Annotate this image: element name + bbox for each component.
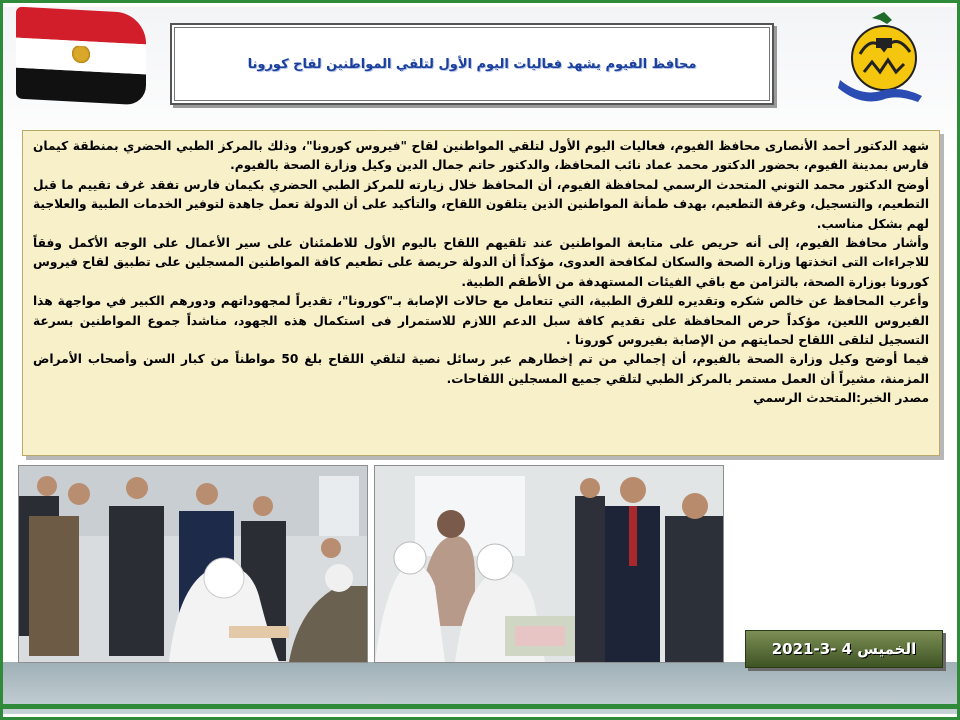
article-paragraph: وأعرب المحافظ عن خالص شكره وتقديره للفرق الطبية، التي تتعامل مع حالات الإصابة بـ"كورونا"، تقديراً لمجهوداتهم ودورهم الكبير في مواجهة هذا الفيروس اللعين، مؤكداً حرص المحافظة على تقديم كافة سبل الدعم اللازم للاستمرار فى استكمال هذه الجهود، مناشداً جموع المواطنين بسرعة التسجيل لتلقى اللقاح لحمايتهم من الإصابة بفيروس كورونا . xyxy=(33,294,929,348)
photo-governor-vaccination-visit-2 xyxy=(374,465,724,663)
egypt-flag-icon xyxy=(16,7,146,106)
article-paragraph: شهد الدكتور أحمد الأنصارى محافظ الفيوم، فعاليات اليوم الأول لتلقي المواطنين لقاح "فيروس كورونا"، وذلك بالمركز الطبي الحضري بمنطقة كيمان فارس بمدينة الفيوم، بحضور الدكتور محمد عماد نائب المحافظ، والدكتور حاتم جمال الدين وكيل وزارة الصحة بالفيوم. xyxy=(33,139,929,173)
photo-governor-vaccination-visit-1 xyxy=(18,465,368,663)
article-paragraph: وأشار محافظ الفيوم، إلى أنه حريص على متابعة المواطنين عند تلقيهم اللقاح باليوم الأول للاطمئنان على سير الأعمال على الوجه الأكمل وفقاً للاجراءات التى اتخذتها وزارة الصحة والسكان لمكافحة العدوى، مؤكداً أن الدولة حريصة على تطعيم كافة المواطنين المسجلين على تطبيق لقاح فيروس كورونا بوزارة الصحة، بالتزامن مع باقي الفيئات المستهدفة من الأطقم الطبية. xyxy=(33,236,929,289)
top-edge xyxy=(3,3,957,7)
fayoum-governorate-logo-icon xyxy=(832,10,932,105)
headline-box xyxy=(170,23,774,105)
article-body xyxy=(22,130,940,456)
article-paragraph: فيما أوضح وكيل وزارة الصحة بالفيوم، أن إجمالي من تم إخطارهم عبر رسائل نصية لتلقي اللقاح بلغ 50 مواطناً من كبار السن وأصحاب الأمراض المزمنة، مشيراً أن العمل مستمر بالمركز الطبي لتلقي جميع المسجلين اللقاحات. xyxy=(33,352,930,386)
page-title: محافظ الفيوم يشهد فعاليات اليوم الأول لتلقي المواطنين لقاح كورونا xyxy=(247,56,697,72)
bottom-green-line xyxy=(3,704,957,709)
date-badge xyxy=(745,630,943,668)
article-paragraph: أوضح الدكتور محمد التوني المتحدث الرسمي لمحافظة الفيوم، أن المحافظ خلال زيارته للمركز الطبي الحضري بكيمان فارس تفقد غرف تقييم ما قبل التطعيم، والتسجيل، وغرفة التطعيم، بهدف طمأنة المواطنين الذين يتلقون اللقاح، والتأكيد على أن الدولة تعمل جاهدة لتوفير الخدمات الطبية والعلاجية لهم بشكل مناسب. xyxy=(33,177,929,231)
news-source: مصدر الخبر:المتحدث الرسمي xyxy=(753,391,929,406)
eagle-of-saladin-icon xyxy=(72,45,90,66)
publish-date: الخميس 4 -3-2021 xyxy=(771,640,917,658)
